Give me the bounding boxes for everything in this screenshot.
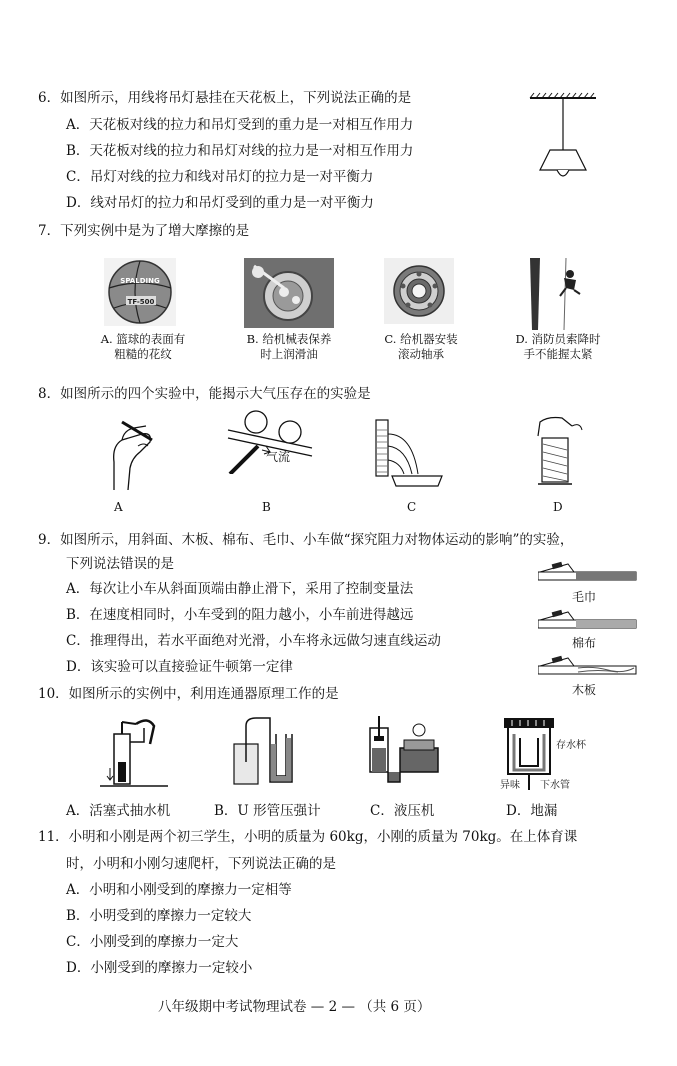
q10-option-c: C．液压机 xyxy=(370,803,435,819)
q7-caption-c xyxy=(356,332,486,362)
q10-figure-hydraulic-press xyxy=(364,714,444,792)
q9-option-d: D．该实验可以直接验证牛顿第一定律 xyxy=(66,659,293,675)
q7-caption-c-line2: 滚动轴承 xyxy=(398,347,444,361)
q11-option-a: A．小明和小刚受到的摩擦力一定相等 xyxy=(66,882,292,898)
q6-stem: 6．如图所示，用线将吊灯悬挂在天花板上，下列说法正确的是 xyxy=(38,90,412,106)
q7-caption-d-line2: 手不能握太紧 xyxy=(523,347,593,361)
q10-drain-label-pipe: 下水管 xyxy=(540,780,570,791)
q8-stem: 8．如图所示的四个实验中，能揭示大气压存在的实验是 xyxy=(38,386,371,402)
q8-figure-a-hand-pencil xyxy=(94,412,164,492)
q10-figure-u-tube-manometer xyxy=(230,714,300,788)
q11-option-c: C．小刚受到的摩擦力一定大 xyxy=(66,934,239,950)
hanging-lamp-figure xyxy=(520,92,606,186)
q11-option-b: B．小明受到的摩擦力一定较大 xyxy=(66,908,252,924)
q9-ramp-towel xyxy=(538,560,638,586)
q11-stem-line2: 时，小明和小刚匀速爬杆，下列说法正确的是 xyxy=(66,856,336,872)
q9-surface-towel: 毛巾 xyxy=(572,590,597,604)
basketball-brand-text: SPALDING xyxy=(120,277,160,285)
q7-caption-d-line1: D. 消防员索降时 xyxy=(515,332,601,346)
q6-option-b: B．天花板对线的拉力和吊灯对线的拉力是一对相互作用力 xyxy=(66,143,414,159)
q7-caption-a xyxy=(78,332,208,362)
q8-figure-d-cup-paper xyxy=(526,414,590,490)
bearing-image xyxy=(384,258,454,324)
q7-caption-c-line1: C. 给机器安装 xyxy=(384,332,458,346)
q8-label-a: A xyxy=(114,500,123,514)
q7-caption-d xyxy=(493,332,623,362)
q9-option-a: A．每次让小车从斜面顶端由静止滑下，采用了控制变量法 xyxy=(66,581,414,597)
q10-option-d: D．地漏 xyxy=(506,803,558,819)
q9-ramp-cotton xyxy=(538,608,638,634)
q11-option-d: D．小刚受到的摩擦力一定较小 xyxy=(66,960,253,976)
q8-airflow-label: 气流 xyxy=(266,450,291,464)
q10-drain-label-water: 存水杯 xyxy=(556,740,586,751)
q7-caption-b-line2: 时上润滑油 xyxy=(260,347,318,361)
page-footer: 八年级期中考试物理试卷 — 2 — （共 6 页） xyxy=(158,999,431,1015)
q6-option-d: D．线对吊灯的拉力和吊灯受到的重力是一对平衡力 xyxy=(66,195,374,211)
q8-figure-c-water-column xyxy=(370,414,450,490)
q7-caption-a-line2: 粗糙的花纹 xyxy=(114,347,172,361)
basketball-model-text: TF-500 xyxy=(127,298,155,306)
q7-caption-a-line1: A. 篮球的表面有 xyxy=(100,332,186,346)
q9-stem: 9．如图所示，用斜面、木板、棉布、毛巾、小车做“探究阻力对物体运动的影响”的实验， xyxy=(38,532,574,548)
q10-option-b: B．U 形管压强计 xyxy=(214,803,321,819)
q6-option-a: A．天花板对线的拉力和吊灯受到的重力是一对相互作用力 xyxy=(66,117,414,133)
q9-surface-wood: 木板 xyxy=(572,683,597,697)
q9-option-b: B．在速度相同时，小车受到的阻力越小，小车前进得越远 xyxy=(66,607,414,623)
q10-stem: 10．如图所示的实例中，利用连通器原理工作的是 xyxy=(38,686,339,702)
q9-ramp-wood xyxy=(538,654,638,680)
q8-label-d: D xyxy=(553,500,563,514)
q8-label-c: C xyxy=(407,500,417,514)
q11-stem: 11．小明和小刚是两个初三学生，小明的质量为 60kg，小刚的质量为 70kg。在上体育课 xyxy=(38,829,578,845)
q8-label-b: B xyxy=(262,500,271,514)
q7-caption-b xyxy=(224,332,354,362)
q7-stem: 7．下列实例中是为了增大摩擦的是 xyxy=(38,223,250,239)
watch-lubrication-image xyxy=(244,258,334,328)
q6-option-c: C．吊灯对线的拉力和线对吊灯的拉力是一对平衡力 xyxy=(66,169,374,185)
q10-drain-label-smell: 异味 xyxy=(500,780,520,791)
q10-figure-piston-pump xyxy=(100,714,168,794)
q10-option-a: A．活塞式抽水机 xyxy=(66,803,171,819)
basketball-image xyxy=(104,258,176,326)
q9-option-c: C．推理得出，若水平面绝对光滑，小车将永远做匀速直线运动 xyxy=(66,633,441,649)
firefighter-rope-image xyxy=(526,258,588,330)
q9-surface-cotton: 棉布 xyxy=(572,636,597,650)
q9-stem-line2: 下列说法错误的是 xyxy=(66,556,174,572)
q7-caption-b-line1: B. 给机械表保养 xyxy=(246,332,332,346)
